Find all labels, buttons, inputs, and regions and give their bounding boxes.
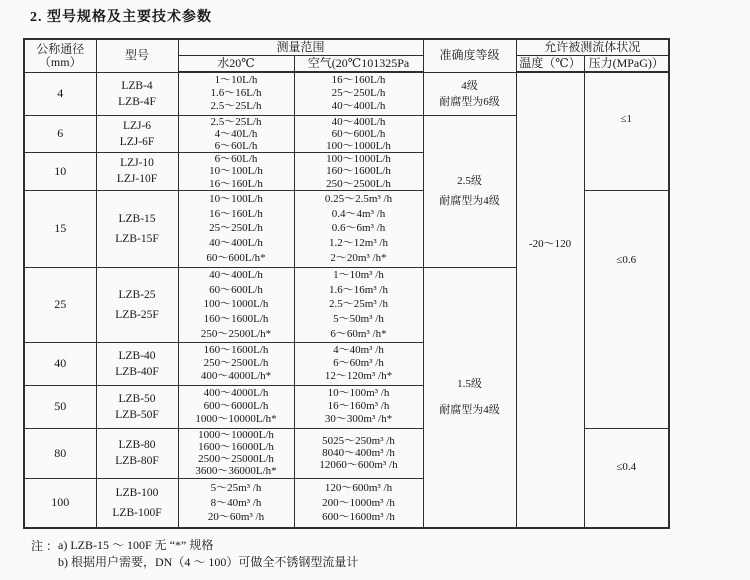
model-name: LZJ-10F — [116, 173, 158, 186]
air-range: 25～250L/h — [331, 87, 386, 100]
water-range: 600～6000L/h — [203, 400, 269, 413]
page-title: 2. 型号规格及主要技术参数 — [30, 10, 212, 25]
air-range: 40～400L/h — [331, 100, 386, 113]
air-range: 0.4～4m³ /h — [331, 207, 386, 220]
cell-diameter: 10 — [24, 153, 96, 191]
col-header-range: 测量范围 — [178, 39, 423, 56]
air-range: 6～60m³ /h — [333, 357, 384, 370]
water-range: 160～1600L/h — [203, 313, 269, 326]
air-range: 60～600L/h — [331, 127, 386, 140]
model-name: LZB-4 — [121, 79, 153, 92]
cell-model — [96, 153, 178, 191]
col-header-diameter — [24, 39, 96, 72]
water-range: 8～40m³ /h — [210, 496, 262, 509]
air-range: 5025～250m³ /h — [322, 434, 395, 447]
cell-diameter: 15 — [24, 190, 96, 267]
water-range: 5～25m³ /h — [210, 482, 262, 495]
cell-diameter: 40 — [24, 342, 96, 385]
air-range: 0.6～6m³ /h — [331, 222, 386, 235]
air-range: 1～10m³ /h — [333, 269, 384, 282]
model-name: LZB-25 — [118, 288, 156, 301]
air-range: 12～120m³ /h* — [324, 370, 393, 383]
water-range: 40～400L/h — [209, 237, 263, 250]
air-range: 100～1000L/h — [326, 139, 391, 152]
water-range: 40～400L/h — [209, 269, 263, 282]
model-name: LZB-25F — [115, 308, 159, 321]
air-range: 100～1000L/h — [326, 153, 391, 166]
air-range: 0.25～2.5m³ /h — [324, 193, 393, 206]
water-range: 60～600L/h* — [206, 251, 266, 264]
cell-water-range — [178, 115, 294, 153]
cell-model — [96, 478, 178, 528]
cell-air-range — [294, 428, 423, 478]
air-range: 120～600m³ /h — [324, 482, 393, 495]
air-range: 1.6～16m³ /h — [329, 283, 388, 296]
accuracy-grade: 1.5级 — [457, 378, 482, 391]
cell-model — [96, 428, 178, 478]
cell-model — [96, 342, 178, 385]
cell-water-range — [178, 153, 294, 191]
pressure-limit: ≤1 — [620, 113, 633, 126]
model-name: LZB-40F — [115, 365, 159, 378]
water-range: 400～4000L/h* — [200, 370, 272, 383]
water-range: 1～10L/h — [214, 74, 258, 87]
air-range: 1.2～12m³ /h — [329, 237, 388, 250]
water-range: 1.6～16L/h — [210, 87, 262, 100]
model-name: LZB-50 — [118, 392, 156, 405]
air-range: 30～300m³ /h* — [324, 413, 393, 426]
model-name: LZJ-10 — [120, 157, 154, 170]
model-name: LZB-15F — [115, 232, 159, 245]
water-range: 16～160L/h — [209, 177, 263, 190]
water-range: 250～2500L/h* — [200, 327, 272, 340]
cell-diameter: 25 — [24, 267, 96, 342]
model-name: LZB-80F — [115, 455, 159, 468]
air-range: 8040～400m³ /h — [322, 447, 395, 460]
temperature-range: -20～120 — [528, 238, 572, 251]
footnote-items — [58, 537, 358, 571]
air-range: 2～20m³ /h* — [330, 251, 387, 264]
cell-water-range — [178, 267, 294, 342]
water-range: 160～1600L/h — [203, 344, 269, 357]
cell-diameter: 50 — [24, 385, 96, 428]
air-range: 10～100m³ /h — [327, 387, 390, 400]
water-range: 16～160L/h — [209, 207, 263, 220]
cell-accuracy — [423, 72, 516, 115]
air-range: 160～1600L/h — [326, 165, 391, 178]
cell-water-range — [178, 385, 294, 428]
water-range: 10～100L/h — [209, 165, 263, 178]
model-name: LZB-4F — [118, 95, 156, 108]
cell-water-range — [178, 428, 294, 478]
air-range: 2.5～25m³ /h — [329, 298, 388, 311]
footnotes — [31, 537, 358, 571]
col-header-model: 型号 — [96, 39, 178, 72]
air-range: 40～400L/h — [331, 115, 386, 128]
water-range: 4～40L/h — [214, 127, 258, 140]
cell-water-range — [178, 72, 294, 115]
water-range: 2.5～25L/h — [210, 100, 262, 113]
accuracy-grade: 2.5级 — [457, 175, 482, 188]
model-name: LZB-80 — [118, 439, 156, 452]
footnote-a: a) LZB-15 ～ 100F 无 “*” 规格 — [58, 538, 214, 552]
col-header-air: 空气(20℃101325Pa — [294, 56, 423, 73]
model-name: LZB-15 — [118, 212, 156, 225]
water-range: 10～100L/h — [209, 193, 263, 206]
cell-model — [96, 267, 178, 342]
cell-pressure — [584, 190, 669, 428]
cell-diameter: 6 — [24, 115, 96, 153]
water-range: 2.5～25L/h — [210, 115, 262, 128]
model-name: LZB-40 — [118, 349, 156, 362]
col-header-water: 水20℃ — [178, 56, 294, 73]
water-range: 400～4000L/h — [203, 387, 269, 400]
cell-pressure — [584, 428, 669, 528]
footnote-b: b) 根据用户需要，DN（4 ～ 100）可做全不锈钢型流量计 — [58, 555, 359, 569]
cell-accuracy — [423, 267, 516, 528]
cell-diameter: 80 — [24, 428, 96, 478]
model-name: LZB-100 — [115, 486, 159, 499]
cell-air-range — [294, 153, 423, 191]
cell-accuracy — [423, 115, 516, 267]
water-range: 6～60L/h — [214, 139, 258, 152]
col-header-temperature: 温度（℃） — [516, 56, 584, 73]
model-name: LZB-50F — [115, 408, 159, 421]
table-row-dn4 — [24, 72, 669, 115]
air-range: 600～1600m³ /h — [322, 511, 395, 524]
water-range: 3600～36000L/h* — [195, 465, 277, 478]
cell-model — [96, 72, 178, 115]
cell-water-range — [178, 190, 294, 267]
header-row-1 — [24, 39, 669, 56]
accuracy-grade: 耐腐型为4级 — [439, 404, 500, 417]
air-range: 16～160m³ /h — [327, 400, 390, 413]
air-range: 16～160L/h — [331, 74, 386, 87]
water-range: 100～1000L/h — [203, 298, 269, 311]
cell-diameter: 4 — [24, 72, 96, 115]
footnote-label: 注 ： — [31, 539, 59, 553]
diameter-unit: （mm） — [38, 54, 82, 69]
model-name: LZJ-6F — [119, 135, 155, 148]
air-range: 4～40m³ /h — [333, 344, 384, 357]
water-range: 1000～10000L/h — [198, 428, 274, 441]
water-range: 60～600L/h — [209, 283, 263, 296]
air-range: 250～2500L/h — [326, 177, 391, 190]
cell-air-range — [294, 342, 423, 385]
water-range: 1600～16000L/h — [198, 441, 274, 454]
cell-air-range — [294, 267, 423, 342]
air-range: 6～60m³ /h* — [330, 327, 387, 340]
cell-model — [96, 385, 178, 428]
cell-air-range — [294, 72, 423, 115]
cell-air-range — [294, 385, 423, 428]
water-range: 250～2500L/h — [203, 357, 269, 370]
cell-water-range — [178, 478, 294, 528]
col-header-accuracy: 准确度等级 — [423, 39, 516, 72]
accuracy-grade: 耐腐型为4级 — [439, 195, 500, 208]
water-range: 1000～10000L/h* — [195, 413, 277, 426]
cell-pressure — [584, 72, 669, 190]
accuracy-grade: 耐腐型为6级 — [439, 95, 500, 108]
pressure-limit: ≤0.4 — [616, 460, 637, 473]
air-range: 200～1000m³ /h — [322, 496, 395, 509]
cell-water-range — [178, 342, 294, 385]
diameter-label: 公称通径 — [36, 41, 85, 56]
spec-table — [23, 38, 670, 529]
cell-air-range — [294, 478, 423, 528]
col-header-pressure: 压力(MPaG)） — [584, 56, 669, 73]
model-name: LZB-100F — [112, 506, 162, 519]
cell-temperature — [516, 72, 584, 528]
model-name: LZJ-6 — [122, 119, 152, 132]
pressure-limit: ≤0.6 — [616, 254, 637, 267]
water-range: 6～60L/h — [214, 153, 258, 166]
cell-model — [96, 115, 178, 153]
air-range: 5～50m³ /h — [333, 313, 384, 326]
cell-model — [96, 190, 178, 267]
air-range: 12060～600m³ /h — [319, 459, 398, 472]
water-range: 2500～25000L/h — [198, 453, 274, 466]
cell-air-range — [294, 115, 423, 153]
accuracy-grade: 4级 — [461, 79, 478, 92]
water-range: 20～60m³ /h — [207, 511, 265, 524]
col-header-fluid: 允许被测流体状况 — [516, 39, 669, 56]
cell-air-range — [294, 190, 423, 267]
cell-diameter: 100 — [24, 478, 96, 528]
water-range: 25～250L/h — [209, 222, 263, 235]
